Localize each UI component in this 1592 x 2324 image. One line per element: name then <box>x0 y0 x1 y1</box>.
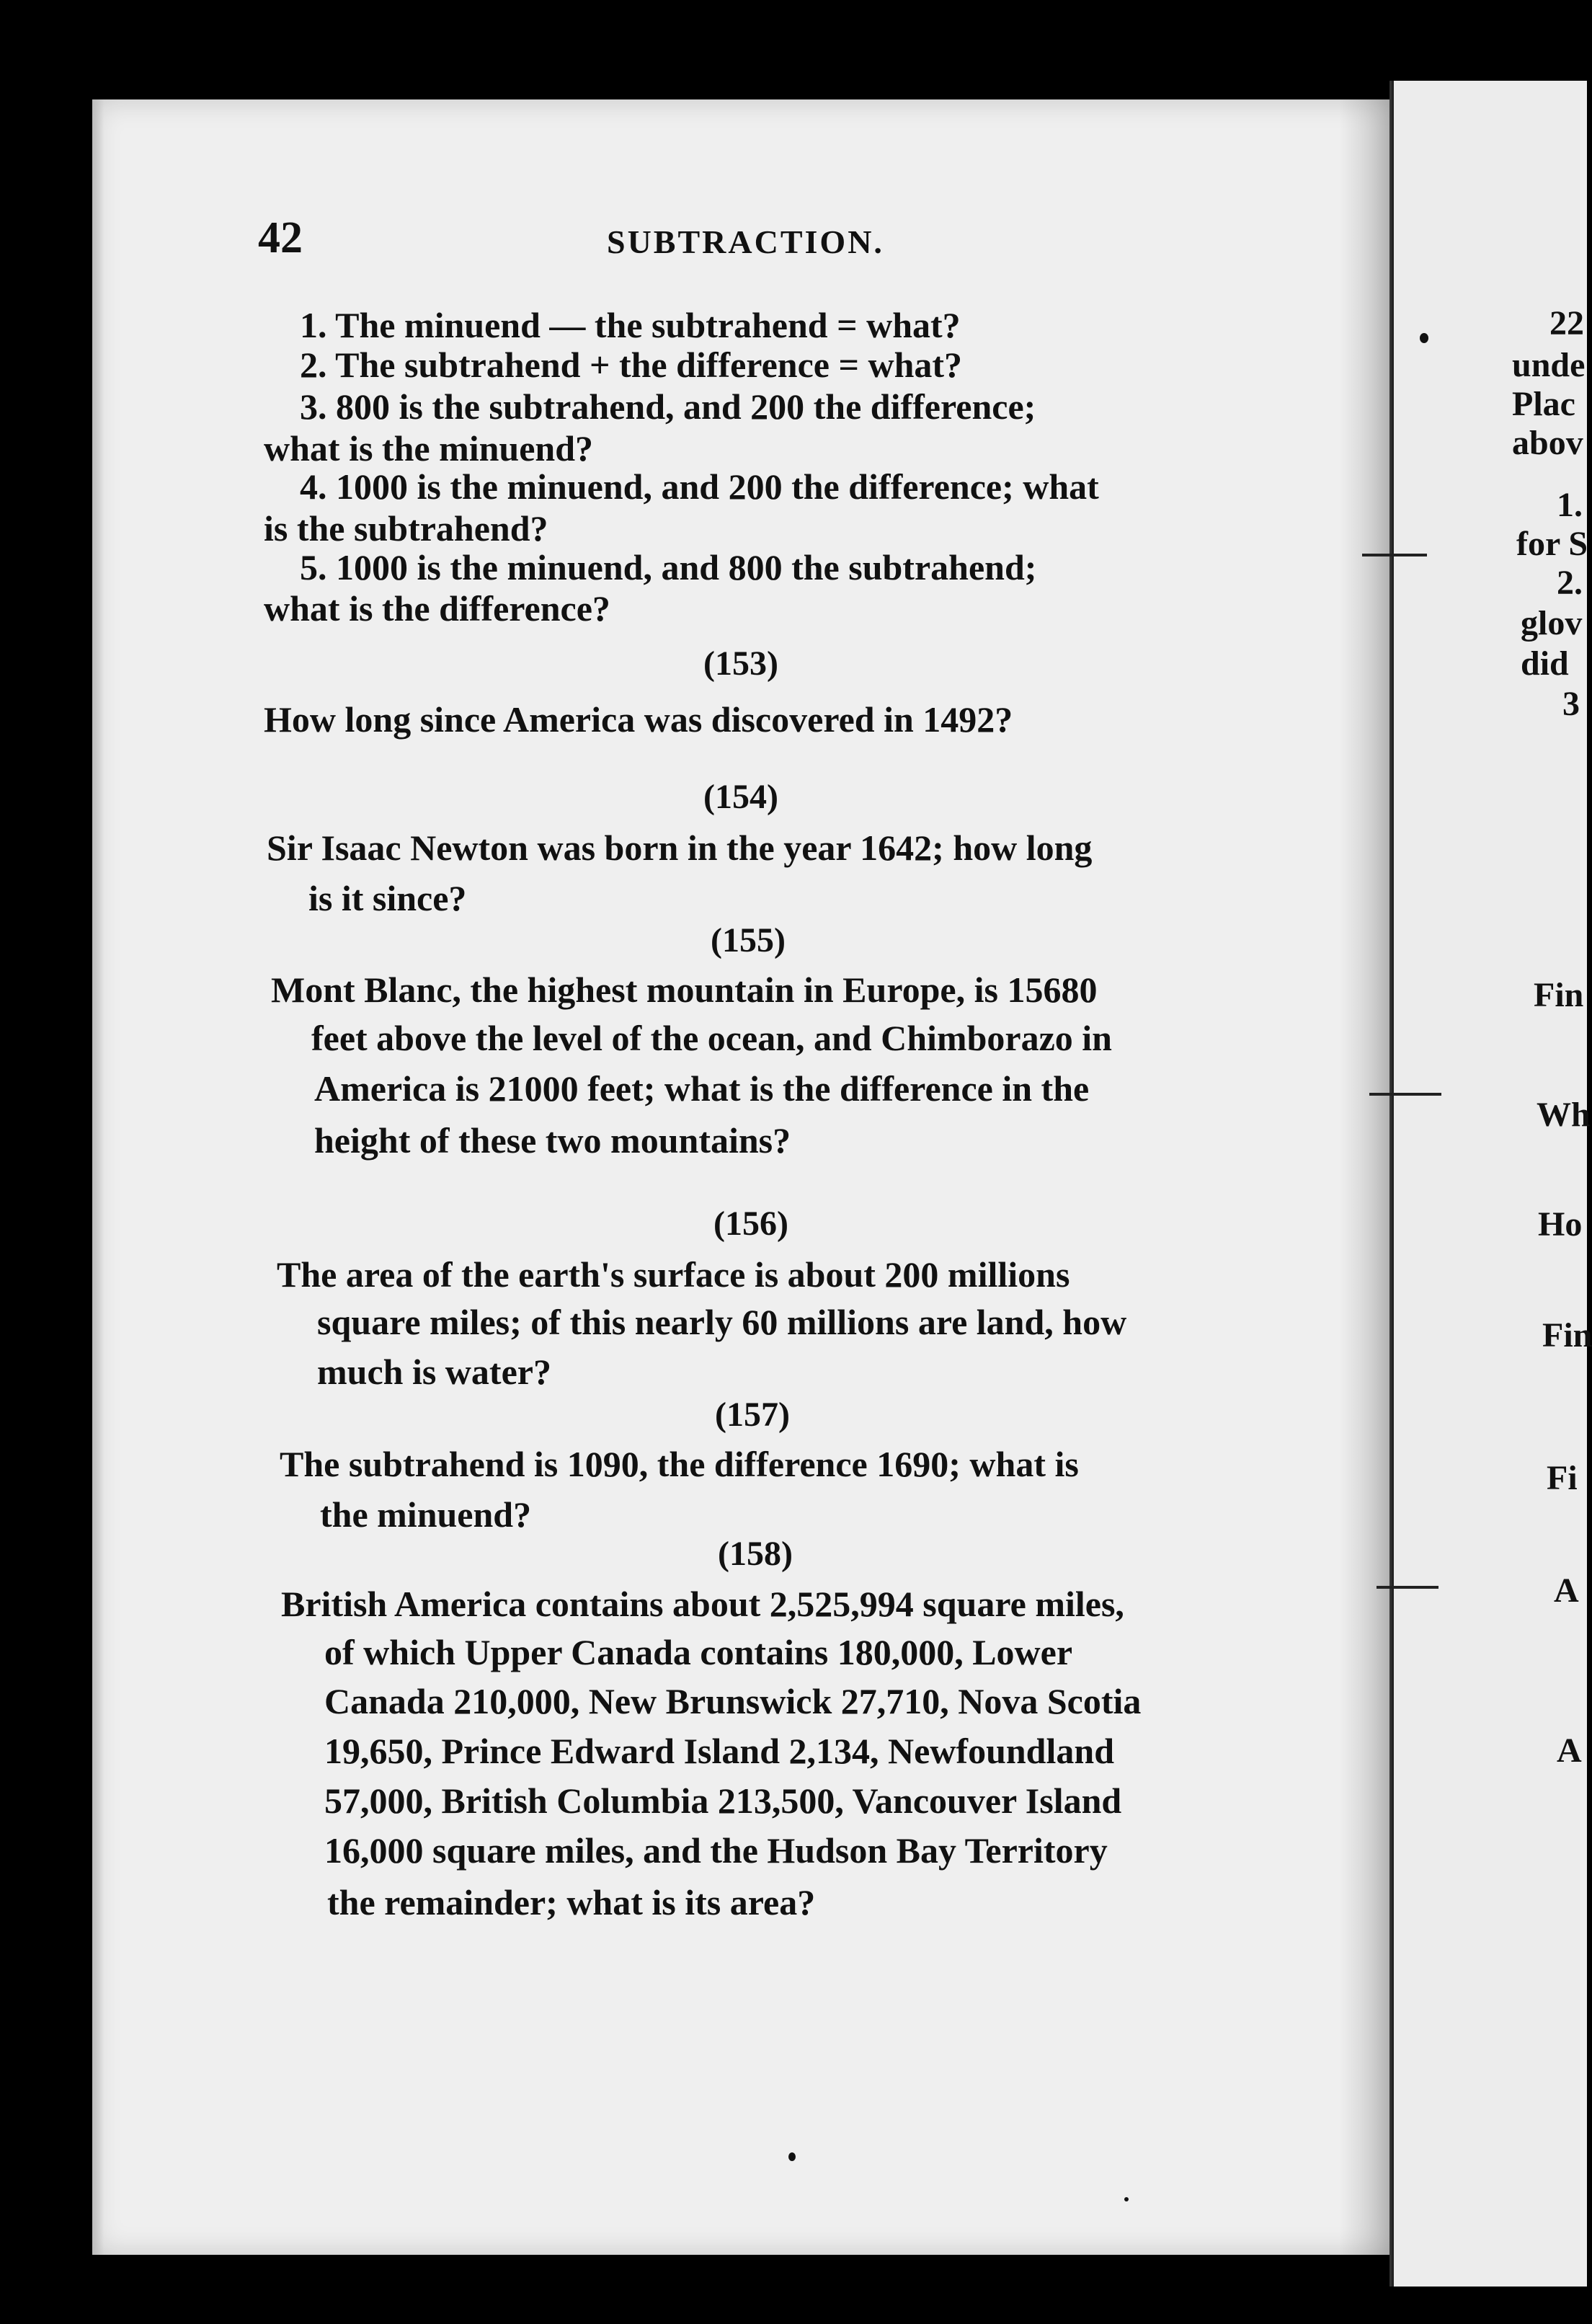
problem-line: British America contains about 2,525,994 square miles, <box>281 1584 1124 1624</box>
problem-number: (153) <box>703 644 778 683</box>
problem-number: (158) <box>718 1535 793 1573</box>
facing-page-fragment: 1. <box>1557 486 1583 524</box>
margin-mark <box>1362 554 1427 556</box>
facing-page-fragment: Fin <box>1542 1316 1592 1354</box>
facing-page-fragment: 22 <box>1549 304 1584 342</box>
problem-line: square miles; of this nearly 60 millions are land, how <box>317 1302 1127 1342</box>
facing-page-fragment: A <box>1554 1571 1579 1610</box>
facing-page-fragment: Plac <box>1512 385 1575 423</box>
facing-page-fragment: for S <box>1516 525 1588 563</box>
problem-line: America is 21000 feet; what is the difference in the <box>314 1068 1090 1109</box>
problem-number: (156) <box>713 1205 788 1243</box>
problem-line: is it since? <box>308 878 467 918</box>
margin-mark <box>1377 1586 1438 1589</box>
problem-line: 19,650, Prince Edward Island 2,134, Newfoundland <box>324 1731 1114 1771</box>
problem-line: the minuend? <box>320 1494 532 1535</box>
problem-line: How long since America was discovered in 1492? <box>264 699 1013 740</box>
problem-line: much is water? <box>317 1352 551 1392</box>
ink-speck <box>1124 2197 1129 2201</box>
item-line: 4. 1000 is the minuend, and 200 the difference; what <box>300 466 1099 507</box>
facing-page-fragment: 2. <box>1557 564 1583 602</box>
item-line: what is the difference? <box>264 588 610 629</box>
facing-page-fragment: unde <box>1512 346 1586 384</box>
page-title: SUBTRACTION. <box>607 223 884 260</box>
item-line: what is the minuend? <box>264 428 594 469</box>
problem-line: The subtrahend is 1090, the difference 1690; what is <box>280 1444 1079 1484</box>
item-line: 3. 800 is the subtrahend, and 200 the difference; <box>300 386 1036 427</box>
problem-line: 57,000, British Columbia 213,500, Vancouver Island <box>324 1780 1122 1821</box>
problem-line: 16,000 square miles, and the Hudson Bay Territory <box>324 1830 1108 1871</box>
problem-number: (157) <box>715 1396 790 1434</box>
facing-page-fragment: did <box>1521 644 1569 683</box>
facing-page-fragment: abov <box>1512 424 1583 462</box>
problem-line: Sir Isaac Newton was born in the year 1642; how long <box>267 828 1093 868</box>
facing-page-fragment: Wh <box>1537 1096 1591 1134</box>
problem-number: (155) <box>711 921 786 959</box>
facing-page-fragment: glov <box>1521 604 1583 642</box>
problem-line: height of these two mountains? <box>314 1120 791 1161</box>
problem-number: (154) <box>703 778 778 816</box>
problem-line: Canada 210,000, New Brunswick 27,710, Nova Scotia <box>324 1681 1142 1721</box>
facing-page-fragment: 3 <box>1562 685 1580 723</box>
problem-line: feet above the level of the ocean, and Chimborazo in <box>311 1018 1112 1058</box>
item-line: is the subtrahend? <box>264 508 548 549</box>
ink-speck <box>788 2152 796 2161</box>
facing-page-fragment: Fin <box>1534 976 1584 1014</box>
facing-page-fragment: Fi <box>1547 1459 1578 1497</box>
margin-mark <box>1369 1093 1441 1096</box>
facing-page-fragment: A <box>1557 1731 1582 1770</box>
problem-line: The area of the earth's surface is about 200 millions <box>277 1254 1070 1295</box>
problem-line: the remainder; what is its area? <box>327 1882 816 1922</box>
problem-line: of which Upper Canada contains 180,000, Lower <box>324 1632 1073 1672</box>
facing-page-fragment: Ho <box>1538 1205 1583 1243</box>
ink-speck <box>1420 333 1428 343</box>
item-line: 1. The minuend — the subtrahend = what? <box>300 305 961 345</box>
page-number: 42 <box>258 213 303 262</box>
item-line: 5. 1000 is the minuend, and 800 the subtrahend; <box>300 547 1037 587</box>
problem-line: Mont Blanc, the highest mountain in Europe, is 15680 <box>271 970 1098 1010</box>
item-line: 2. The subtrahend + the difference = what? <box>300 345 963 385</box>
